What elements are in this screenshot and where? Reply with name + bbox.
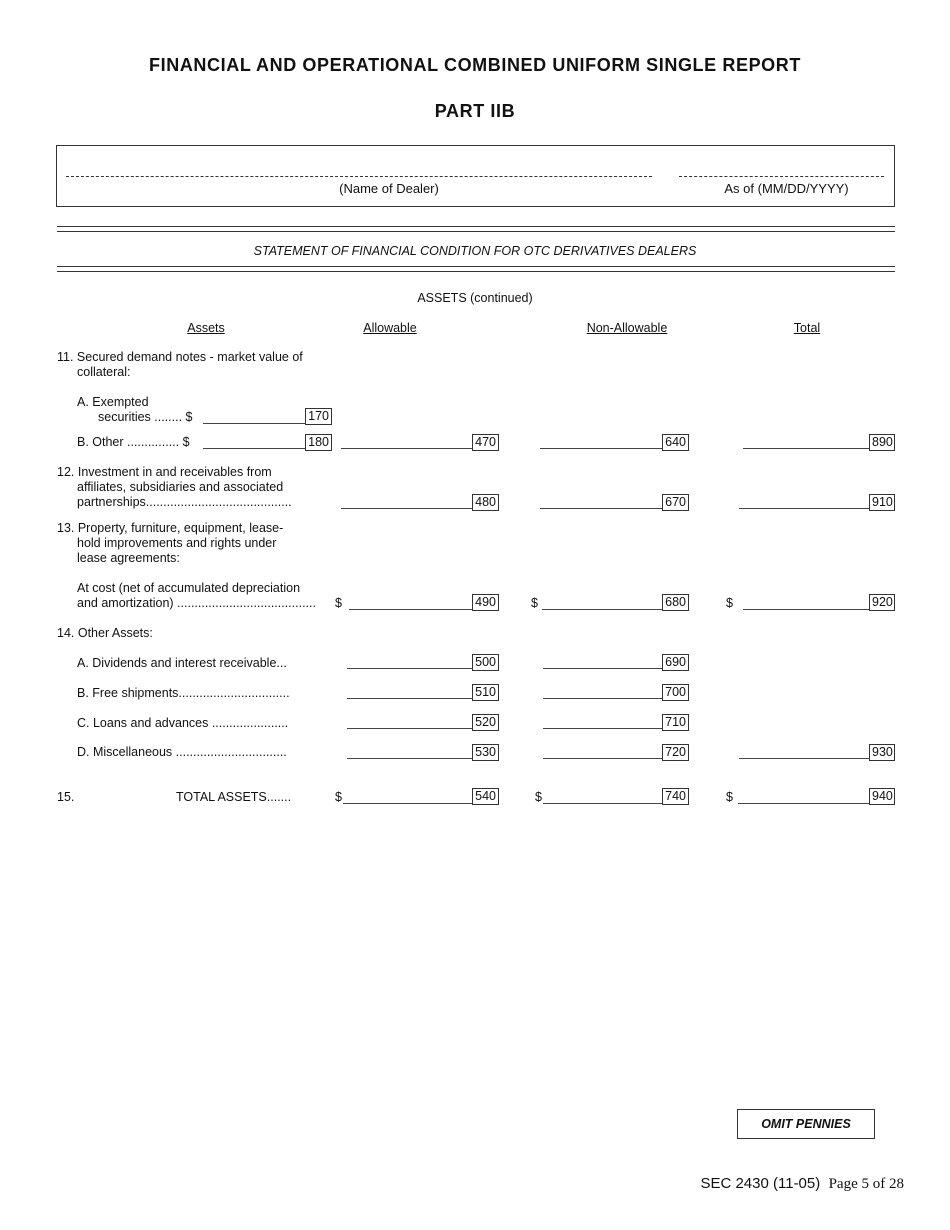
dealer-name-field[interactable] [66,176,652,177]
total-assets-non-allowable-line[interactable] [543,803,662,804]
item-14-label: 14. Other Assets: [57,626,153,640]
item-13a-total-box: 920 [869,594,895,611]
item-11b-entry-line[interactable] [203,448,305,449]
report-date-field[interactable] [679,176,884,177]
statement-title: STATEMENT OF FINANCIAL CONDITION FOR OTC DERIVATIVES DEALERS [253,244,697,258]
item-11-label: 11. Secured demand notes - market value of [57,350,303,364]
report-title: FINANCIAL AND OPERATIONAL COMBINED UNIFORM SINGLE REPORT [149,55,801,75]
item-12-label-cont: partnerships.......................................... [77,495,292,509]
dollar-sign: $ [726,790,733,804]
item-14a-allowable-line[interactable] [347,668,472,669]
item-13a-total-line[interactable] [743,609,869,610]
total-assets-allowable-box: 540 [472,788,499,805]
item-14a-non-allowable-line[interactable] [543,668,662,669]
item-11b-allowable-box: 470 [472,434,499,451]
item-15-label: TOTAL ASSETS....... [176,790,292,804]
item-11b-total-line[interactable] [743,448,869,449]
item-14b-allowable-box: 510 [472,684,499,701]
item-11b-non-allowable-line[interactable] [540,448,662,449]
item-13-label-cont: hold improvements and rights under [77,536,277,550]
item-14a-non-allowable-box: 690 [662,654,689,671]
item-11a-entry-line[interactable] [203,423,305,424]
dealer-name-label: (Name of Dealer) [339,181,439,196]
item-11-label-cont: collateral: [77,365,131,379]
item-12-total-box: 910 [869,494,895,511]
item-11a-box: 170 [305,408,332,425]
item-14c-allowable-line[interactable] [347,728,472,729]
section-title: ASSETS (continued) [417,291,533,305]
dollar-sign: $ [535,790,542,804]
page-number: Page 5 of 28 [828,1176,904,1192]
item-13a-label-cont: and amortization) ........................................ [77,596,316,610]
item-14d-label: D. Miscellaneous ................................ [77,745,287,759]
item-14b-allowable-line[interactable] [347,698,472,699]
item-11a-label-cont: securities ........ $ [98,410,193,424]
item-12-label: 12. Investment in and receivables from [57,465,272,479]
item-12-non-allowable-line[interactable] [540,508,662,509]
item-11b-non-allowable-box: 640 [662,434,689,451]
item-14d-total-line[interactable] [739,758,869,759]
form-number: SEC 2430 (11-05) [700,1175,821,1192]
item-14c-allowable-box: 520 [472,714,499,731]
part-title: PART IIB [434,101,516,121]
item-15-number: 15. [57,790,75,804]
item-11a-label: A. Exempted [77,395,149,409]
dollar-sign: $ [335,596,342,610]
divider [57,226,895,227]
item-14c-non-allowable-box: 710 [662,714,689,731]
column-header-assets: Assets [187,321,225,335]
item-14a-allowable-box: 500 [472,654,499,671]
dollar-sign: $ [531,596,538,610]
item-14b-non-allowable-line[interactable] [543,698,662,699]
item-12-label-cont: affiliates, subsidiaries and associated [77,480,284,494]
item-14b-label: B. Free shipments................................ [77,686,290,700]
item-14b-non-allowable-box: 700 [662,684,689,701]
item-11b-label: B. Other ............... $ [77,435,190,449]
column-header-total: Total [793,321,821,335]
item-14c-non-allowable-line[interactable] [543,728,662,729]
item-12-total-line[interactable] [739,508,869,509]
item-12-non-allowable-box: 670 [662,494,689,511]
total-assets-total-line[interactable] [738,803,869,804]
divider [57,266,895,267]
item-14d-allowable-box: 530 [472,744,499,761]
item-13a-non-allowable-line[interactable] [542,609,662,610]
dollar-sign: $ [335,790,342,804]
item-13a-allowable-box: 490 [472,594,499,611]
item-14d-non-allowable-line[interactable] [543,758,662,759]
item-13a-non-allowable-box: 680 [662,594,689,611]
item-14c-label: C. Loans and advances ...................... [77,716,289,730]
item-14d-allowable-line[interactable] [347,758,472,759]
item-14a-label: A. Dividends and interest receivable... [77,656,287,670]
item-11b-total-box: 890 [869,434,895,451]
item-12-allowable-line[interactable] [341,508,472,509]
item-13a-allowable-line[interactable] [349,609,472,610]
item-14d-total-box: 930 [869,744,895,761]
item-11b-box: 180 [305,434,332,451]
report-date-label: As of (MM/DD/YYYY) [724,181,849,196]
total-assets-non-allowable-box: 740 [662,788,689,805]
dollar-sign: $ [726,596,733,610]
omit-pennies-note: OMIT PENNIES [737,1109,875,1139]
total-assets-allowable-line[interactable] [343,803,472,804]
total-assets-total-box: 940 [869,788,895,805]
item-12-allowable-box: 480 [472,494,499,511]
divider [57,231,895,232]
divider [57,271,895,272]
item-11b-allowable-line[interactable] [341,448,472,449]
item-13-label: 13. Property, furniture, equipment, lease- [57,521,284,535]
item-13a-label: At cost (net of accumulated depreciation [77,581,301,595]
column-header-non-allowable: Non-Allowable [586,321,668,335]
page-footer [700,1175,904,1193]
item-13-label-cont: lease agreements: [77,551,180,565]
column-header-allowable: Allowable [363,321,417,335]
item-14d-non-allowable-box: 720 [662,744,689,761]
